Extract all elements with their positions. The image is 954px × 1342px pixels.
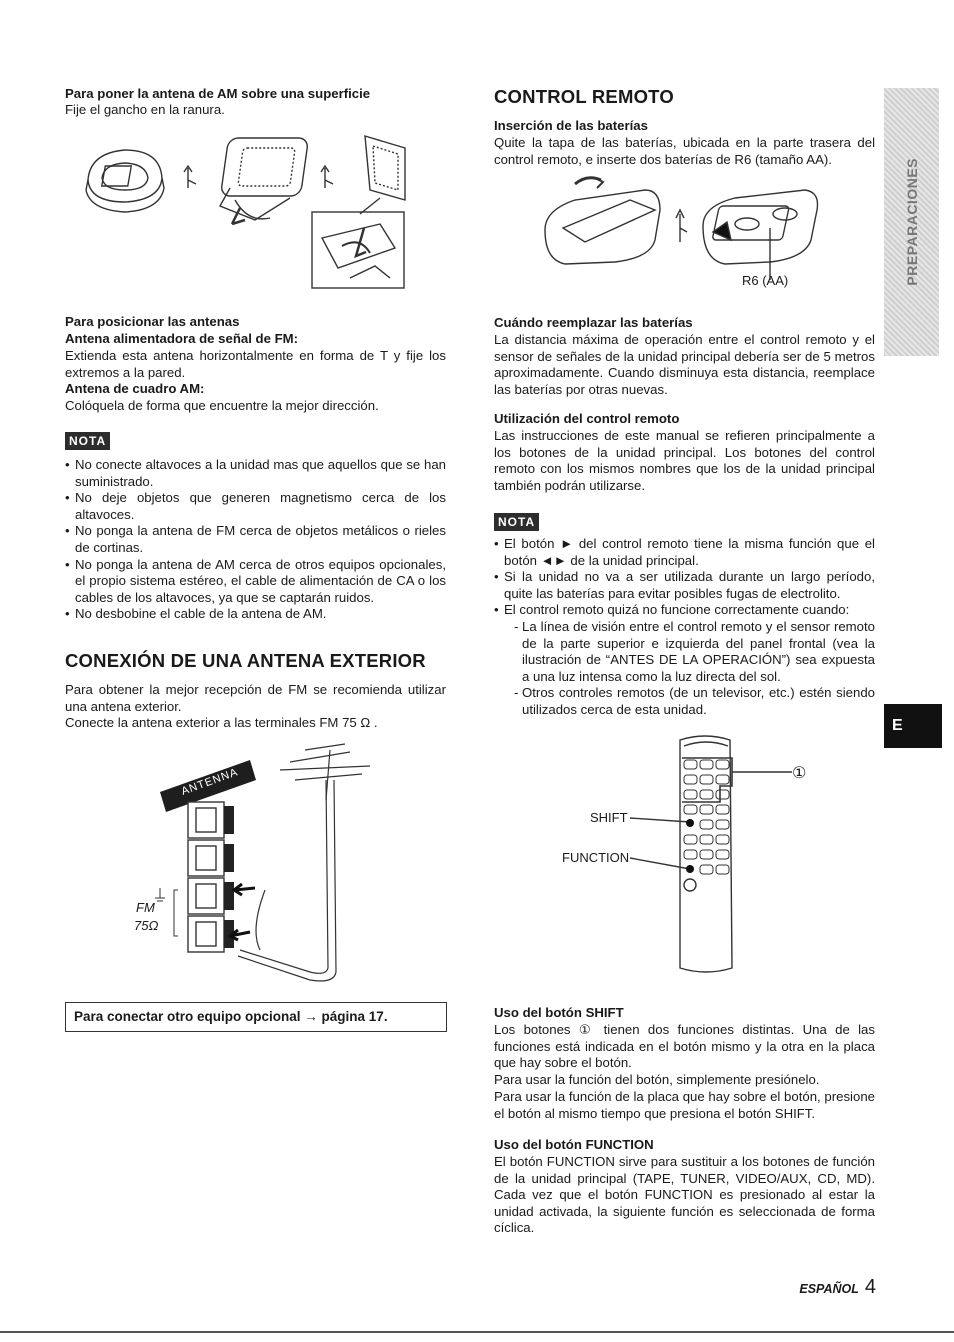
battery-size-label: R6 (AA) bbox=[742, 273, 789, 288]
footer-language: ESPAÑOL bbox=[799, 1282, 859, 1296]
note-item: • No ponga la antena de FM cerca de objetos metálicos o rieles de cortinas. bbox=[65, 523, 446, 556]
nota-badge: NOTA bbox=[494, 513, 539, 531]
remote-use-title: Utilización del control remoto bbox=[494, 411, 680, 426]
am-loop-antenna-illustration bbox=[80, 128, 410, 290]
remote-control-heading: CONTROL REMOTO bbox=[494, 86, 674, 107]
am-surface-title: Para poner la antena de AM sobre una superficie bbox=[65, 86, 371, 101]
notes-list bbox=[65, 457, 446, 623]
page-footer bbox=[799, 1276, 876, 1299]
section-side-tab bbox=[884, 88, 939, 356]
nota-badge: NOTA bbox=[65, 432, 110, 450]
function-button-text: El botón FUNCTION sirve para sustituir a los botones de función de la unidad principal (TAPE, TUNER, VIDEO/AUX, CD, MD). Cada vez que el botón FUNCTION es presionado al estar la unidad activada, la siguiente función es seleccionada de forma cíclica. bbox=[494, 1154, 875, 1236]
optional-equipment-note: Para conectar otro equipo opcional → página 17. bbox=[65, 1002, 447, 1032]
am-loop-title: Antena de cuadro AM: bbox=[65, 381, 205, 396]
callout-one: ① bbox=[792, 765, 807, 782]
remote-notes-list bbox=[494, 536, 875, 719]
am-loop-text: Colóquela de forma que encuentre la mejor dirección. bbox=[65, 398, 379, 413]
antenna-banner-label: ANTENNA bbox=[179, 766, 240, 798]
note-item: • No ponga la antena de AM cerca de otros equipos opcionales, el propio sistema estéreo, el cable de alimentación de CA o los cables de los altavoces, ya que se captarán ruidos. bbox=[65, 557, 446, 607]
sub-note-item: - Otros controles remotos (de un televisor, etc.) estén siendo utilizados cerca de esta unidad. bbox=[514, 685, 875, 718]
note-item bbox=[494, 602, 875, 718]
note-item: • El botón ► del control remoto tiene la misma función que el botón ◄► de la unidad principal. bbox=[494, 536, 875, 569]
external-antenna-connect: Conecte la antena exterior a las terminales FM 75 Ω . bbox=[65, 715, 378, 730]
note-item: • Si la unidad no va a ser utilizada durante un largo período, quite las baterías para evitar posibles fugas de electrolito. bbox=[494, 569, 875, 602]
sub-note-item: - La línea de visión entre el control remoto y el sensor remoto de la parte superior e izquierda del panel frontal (vea la ilustración de “ANTES DE LA OPERACIÓN”) sea expuesta a una luz intensa como la luz directa del sol. bbox=[514, 619, 875, 685]
outdoor-antenna-illustration bbox=[130, 740, 390, 990]
battery-replace-text: La distancia máxima de operación entre el control remoto y el sensor de señales de la unidad principal debería ser de 5 metros aproximadamente. Cuando disminuya esta distancia, reemplace las baterías por otras nuevas. bbox=[494, 332, 875, 397]
note-item: • No desbobine el cable de la antena de AM. bbox=[65, 606, 446, 623]
am-surface-text: Fije el gancho en la ranura. bbox=[65, 102, 225, 117]
external-antenna-heading: CONEXIÓN DE UNA ANTENA EXTERIOR bbox=[65, 650, 426, 671]
function-button-title: Uso del botón FUNCTION bbox=[494, 1137, 654, 1152]
sub-notes-list bbox=[514, 619, 875, 719]
fm-antenna-title: Antena alimentadora de señal de FM: bbox=[65, 331, 299, 346]
fm-ohm-label: 75Ω bbox=[134, 918, 159, 933]
shift-button-text: Los botones ① tienen dos funciones distintas. Una de las funciones está indicada en el botón mismo y la otra en la placa que hay sobre el botón. bbox=[494, 1022, 875, 1071]
position-antennas-title: Para posicionar las antenas bbox=[65, 314, 240, 329]
language-tab-letter: E bbox=[892, 717, 903, 734]
fm-terminal-label: FM bbox=[136, 900, 155, 915]
note-item: • No deje objetos que generen magnetismo cerca de los altavoces. bbox=[65, 490, 446, 523]
bottom-rule bbox=[0, 1331, 954, 1333]
shift-button-text-3: Para usar la función de la placa que hay sobre el botón, presione el botón al mismo tiempo que presiona el botón SHIFT. bbox=[494, 1089, 875, 1121]
battery-insert-text: Quite la tapa de las baterías, ubicada en la parte trasera del control remoto, e inserte dos baterías de R6 (tamaño AA). bbox=[494, 135, 875, 167]
language-tab bbox=[884, 704, 942, 748]
remote-use-text: Las instrucciones de este manual se refieren principalmente a los botones de la unidad principal. Los botones del control remoto con los mismos nombres que los de la unidad principal también podrán utilizarse. bbox=[494, 428, 875, 493]
function-label: FUNCTION bbox=[562, 850, 630, 865]
battery-insert-title: Inserción de las baterías bbox=[494, 118, 648, 133]
battery-replace-title: Cuándo reemplazar las baterías bbox=[494, 315, 693, 330]
remote-control-illustration bbox=[560, 730, 830, 980]
fm-antenna-text: Extienda esta antena horizontalmente en forma de T y fije los extremos a la pared. bbox=[65, 348, 446, 380]
note-item: • No conecte altavoces a la unidad mas que aquellos que se han suministrado. bbox=[65, 457, 446, 490]
note-text: El control remoto quizá no funcione correctamente cuando: bbox=[504, 602, 850, 618]
shift-button-title: Uso del botón SHIFT bbox=[494, 1005, 624, 1020]
shift-button-text-2: Para usar la función del botón, simplemente presiónelo. bbox=[494, 1072, 820, 1087]
page-number: 4 bbox=[864, 1276, 876, 1298]
remote-battery-illustration bbox=[535, 170, 835, 295]
section-side-tab-label: PREPARACIONES bbox=[903, 158, 920, 286]
external-antenna-text: Para obtener la mejor recepción de FM se recomienda utilizar una antena exterior. bbox=[65, 682, 446, 714]
shift-label: SHIFT bbox=[590, 810, 628, 825]
